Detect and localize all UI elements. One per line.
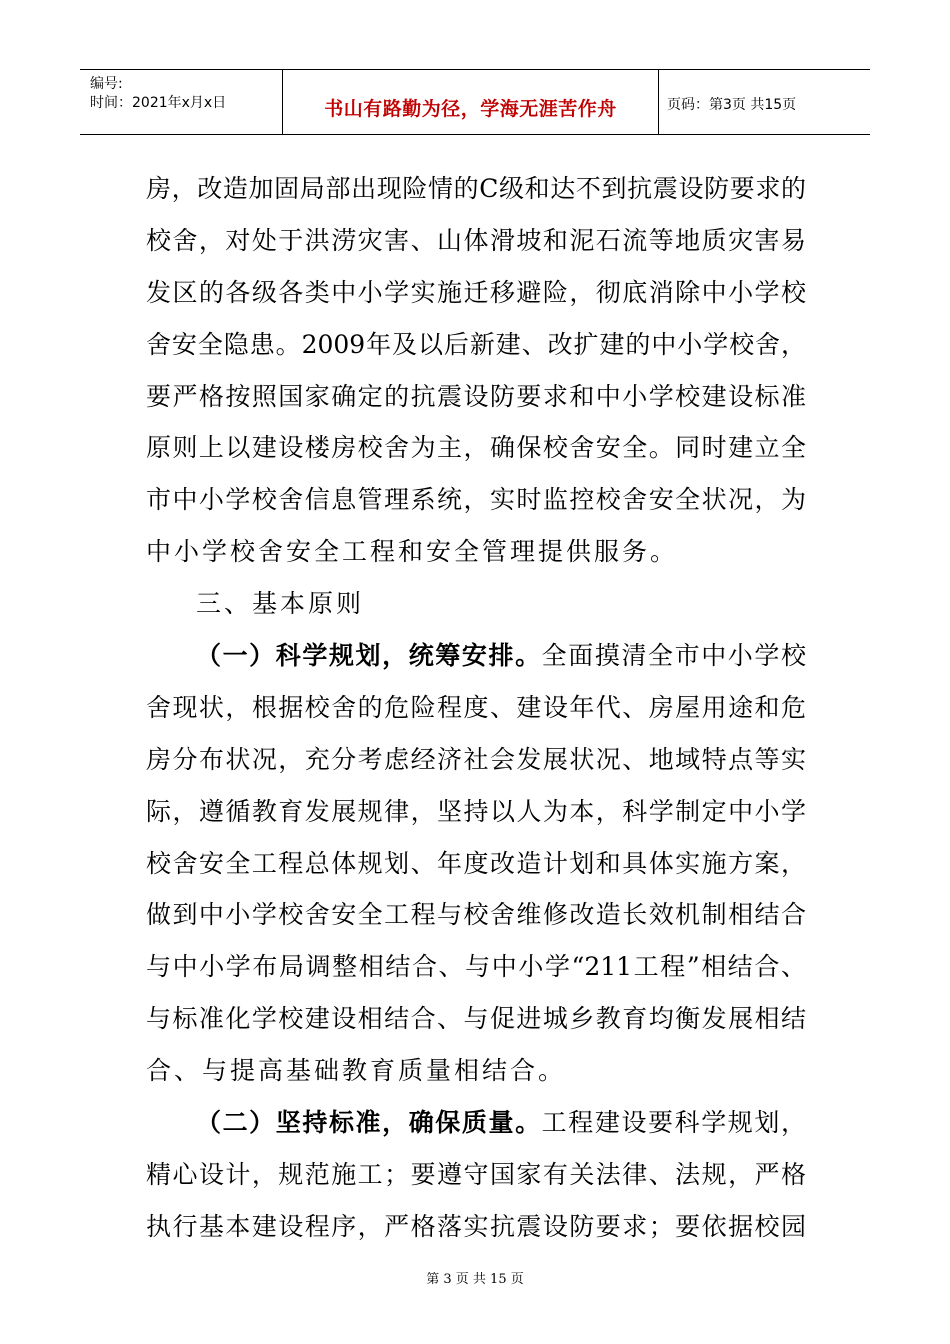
line-text: 全面摸清全市中小学校 — [541, 641, 806, 671]
header-table — [80, 69, 870, 135]
paragraph-line — [146, 630, 806, 682]
document-time-label: 时间：2021年x月x日 — [90, 95, 227, 111]
paragraph-line — [146, 1045, 806, 1097]
line-text: 舍安全隐患。2009年及以后新建、改扩建的中小学校舍， — [146, 329, 806, 359]
paragraph-line — [146, 786, 806, 838]
header-page-info: 页码：第3页 共15页 — [667, 97, 797, 113]
line-text: 做到中小学校舍安全工程与校舍维修改造长效机制相结合 — [146, 900, 806, 930]
line-text: 与中小学布局调整相结合、与中小学“211工程”相结合、 — [146, 952, 806, 982]
paragraph-line — [146, 993, 806, 1045]
section-heading-bold: （二）坚持标准，确保质量。 — [196, 1108, 542, 1138]
line-text: 校舍，对处于洪涝灾害、山体滑坡和泥石流等地质灾害易 — [146, 225, 806, 255]
paragraph-line — [146, 1097, 806, 1149]
section-heading-bold: （一）科学规划，统筹安排。 — [196, 641, 542, 671]
line-text: 际，遵循教育发展规律，坚持以人为本，科学制定中小学 — [146, 796, 806, 826]
paragraph-line — [146, 163, 806, 215]
line-text: 工程建设要科学规划， — [541, 1108, 806, 1138]
header-right-cell — [659, 70, 870, 134]
body-text — [146, 163, 806, 1253]
paragraph-line — [146, 734, 806, 786]
line-text: 舍现状，根据校舍的危险程度、建设年代、房屋用途和危 — [146, 692, 806, 722]
paragraph-line — [146, 422, 806, 474]
header-motto: 书山有路勤为径，学海无涯苦作舟 — [324, 98, 617, 120]
line-text: 要严格按照国家确定的抗震设防要求和中小学校建设标准 — [146, 381, 806, 411]
line-text: 合、与提高基础教育质量相结合。 — [146, 1056, 567, 1086]
paragraph-line — [146, 215, 806, 267]
paragraph-line — [146, 1201, 806, 1253]
line-text: 房，改造加固局部出现险情的C级和达不到抗震设防要求的 — [146, 174, 806, 203]
paragraph-line — [146, 1149, 806, 1201]
line-text: 校舍安全工程总体规划、年度改造计划和具体实施方案， — [146, 848, 806, 878]
line-text: 中小学校舍安全工程和安全管理提供服务。 — [146, 537, 679, 567]
paragraph-line — [146, 941, 806, 993]
line-text: 精心设计，规范施工；要遵守国家有关法律、法规，严格 — [146, 1159, 806, 1189]
line-text: 执行基本建设程序，严格落实抗震设防要求；要依据校园 — [146, 1211, 806, 1241]
line-text: 与标准化学校建设相结合、与促进城乡教育均衡发展相结 — [146, 1004, 806, 1034]
line-text: 发区的各级各类中小学实施迁移避险，彻底消除中小学校 — [146, 277, 806, 307]
document-code-label: 编号: — [90, 76, 123, 92]
paragraph-line — [146, 371, 806, 423]
header-left-cell — [80, 70, 283, 134]
paragraph-line — [146, 578, 806, 630]
paragraph-line — [146, 682, 806, 734]
paragraph-line — [146, 889, 806, 941]
line-text: 三、基本原则 — [196, 589, 365, 619]
paragraph-line — [146, 319, 806, 371]
line-text: 原则上以建设楼房校舍为主，确保校舍安全。同时建立全 — [146, 433, 806, 463]
line-text: 房分布状况，充分考虑经济社会发展状况、地域特点等实 — [146, 744, 806, 774]
paragraph-line — [146, 267, 806, 319]
line-text: 市中小学校舍信息管理系统，实时监控校舍安全状况，为 — [146, 485, 806, 515]
paragraph-line — [146, 838, 806, 890]
header-middle-cell — [283, 70, 659, 134]
paragraph-line — [146, 526, 806, 578]
page-footer: 第 3 页 共 15 页 — [426, 1272, 524, 1287]
paragraph-line — [146, 474, 806, 526]
